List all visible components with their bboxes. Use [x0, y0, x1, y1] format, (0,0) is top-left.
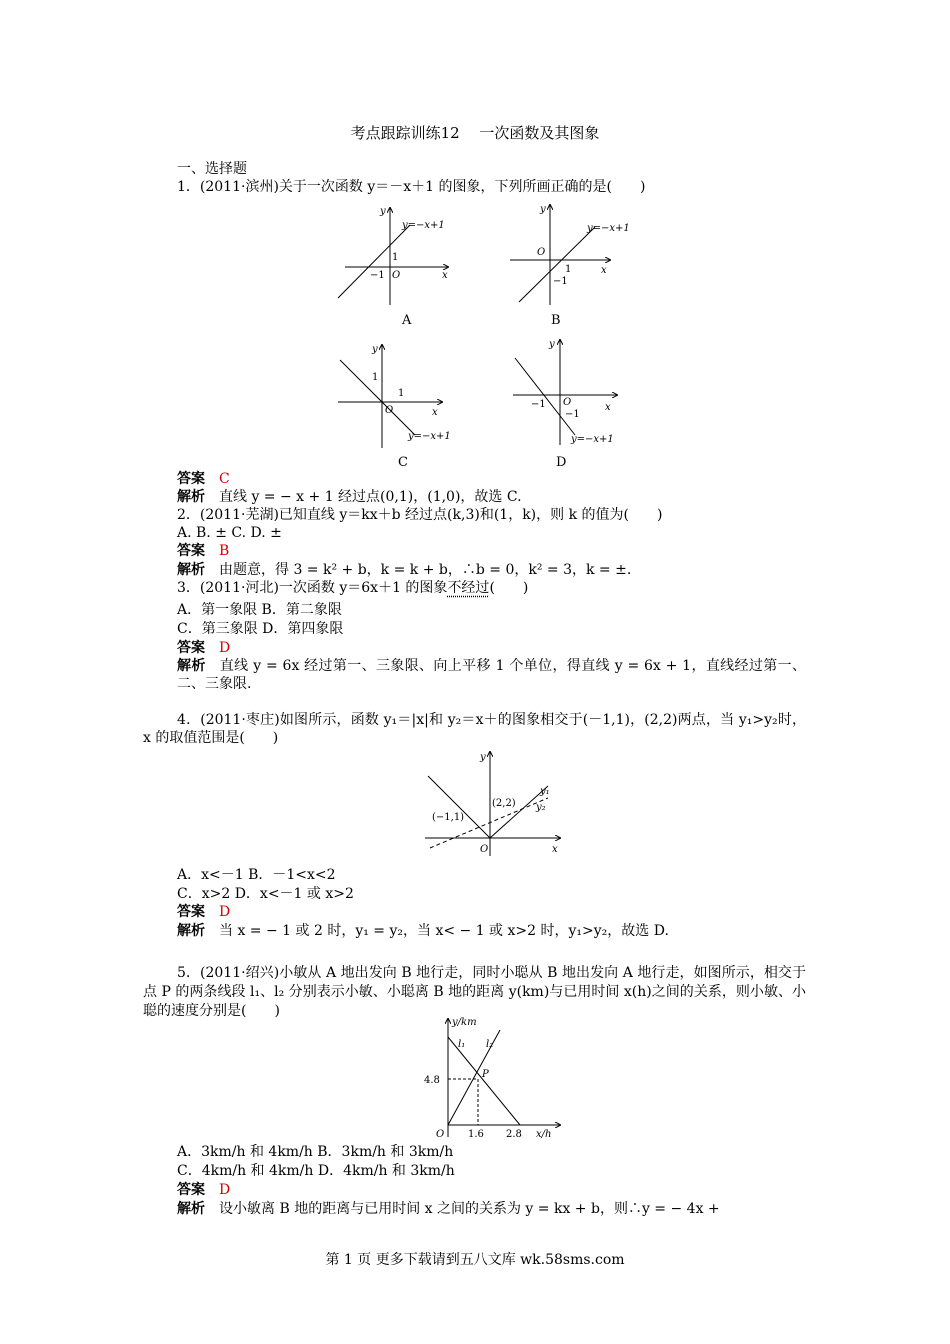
- section-heading: 一、选择题: [177, 161, 247, 177]
- page-title: 考点跟踪训练12 一次函数及其图象: [350, 124, 600, 142]
- graph-label: y=−x+1: [587, 223, 630, 234]
- svg-text:y₁: y₁: [540, 786, 550, 797]
- q4-options-1: A．x<－1 B．－1<x<2: [177, 867, 336, 883]
- graph-label: y=−x+1: [408, 431, 451, 442]
- svg-text:1: 1: [398, 388, 405, 399]
- svg-text:4.8: 4.8: [424, 1075, 440, 1086]
- svg-text:x/h: x/h: [536, 1129, 552, 1140]
- svg-text:1: 1: [392, 252, 399, 263]
- svg-text:y: y: [372, 344, 378, 355]
- q2-analysis: 解析 由题意，得 3 = k² + b，k = k + b，∴b = 0，k² = 3，k = ±.: [177, 562, 632, 578]
- svg-text:O: O: [563, 397, 572, 408]
- svg-text:−1: −1: [531, 399, 546, 410]
- caption-a: A: [402, 313, 412, 328]
- q1-answer: 答案 C: [177, 471, 230, 487]
- q3-stem: 3．(2011·河北)一次函数 y＝6x＋1 的图象不经过( ): [177, 580, 529, 596]
- q4-analysis: 解析 当 x = − 1 或 2 时，y₁ = y₂，当 x< − 1 或 x>2 时，y₁>y₂，故选 D.: [177, 923, 669, 939]
- svg-text:1: 1: [372, 372, 379, 383]
- svg-text:y: y: [480, 752, 486, 763]
- svg-text:O: O: [385, 405, 394, 416]
- svg-text:x: x: [552, 844, 558, 855]
- q1-stem: 1．(2011·滨州)关于一次函数 y＝－x＋1 的图象，下列所画正确的是( ): [177, 179, 646, 195]
- svg-text:x: x: [432, 407, 438, 418]
- svg-text:O: O: [392, 270, 401, 281]
- svg-text:1: 1: [565, 264, 572, 275]
- q4-stem: 4．(2011·枣庄)如图所示，函数 y₁＝|x|和 y₂＝x＋的图象相交于(－1,1)，(2,2)两点，当 y₁>y₂时，x 的取值范围是( ): [143, 712, 806, 746]
- svg-text:l₁: l₁: [458, 1039, 466, 1050]
- q4-answer: 答案 D: [177, 904, 231, 920]
- q1-analysis: 解析 直线 y = − x + 1 经过点(0,1)，(1,0)，故选 C.: [177, 489, 522, 505]
- svg-text:l₂: l₂: [486, 1039, 494, 1050]
- q1-graph-c: [330, 340, 460, 450]
- caption-b: B: [551, 313, 561, 328]
- q3-options-2: C．第三象限 D．第四象限: [177, 621, 344, 637]
- svg-text:2.8: 2.8: [506, 1129, 522, 1140]
- svg-text:y: y: [380, 206, 386, 217]
- svg-text:x: x: [601, 265, 607, 276]
- svg-text:x: x: [442, 270, 448, 281]
- q5-answer: 答案 D: [177, 1182, 231, 1198]
- svg-text:−1: −1: [553, 276, 568, 287]
- page-footer: 第 1 页 更多下载请到五八文库 wk.58sms.com: [325, 1252, 625, 1268]
- q5-graph: [420, 1015, 570, 1145]
- caption-c: C: [398, 455, 408, 470]
- svg-text:1.6: 1.6: [468, 1129, 484, 1140]
- q1-graph-a: [330, 200, 460, 310]
- graph-label: y=−x+1: [571, 434, 614, 445]
- svg-text:y₂: y₂: [536, 802, 546, 813]
- q3-analysis: 解析 直线 y = 6x 经过第一、三象限、向上平移 1 个单位，得直线 y = 6x + 1，直线经过第一、二、三象限.: [177, 658, 806, 692]
- svg-text:y: y: [549, 339, 555, 350]
- svg-text:x: x: [605, 402, 611, 413]
- svg-text:P: P: [482, 1069, 489, 1080]
- q1-graph-b: [505, 200, 635, 310]
- q5-analysis: 解析 设小敏离 B 地的距离与已用时间 x 之间的关系为 y = kx + b，则∴y = − 4x +: [177, 1201, 720, 1217]
- svg-text:O: O: [436, 1129, 445, 1140]
- q5-stem: 5．(2011·绍兴)小敏从 A 地出发向 B 地行走，同时小聪从 B 地出发向 A 地行走，如图所示，相交于点 P 的两条线段 l₁、l₂ 分别表示小敏、小聪离 B 地的距离 y(km)与已用时间 x(h)之间的关系，则小敏、小聪的速度分别是( ): [143, 965, 806, 1019]
- svg-text:y: y: [540, 204, 546, 215]
- q4-options-2: C．x>2 D．x<－1 或 x>2: [177, 886, 354, 902]
- q1-graph-d: [505, 335, 635, 450]
- caption-d: D: [556, 455, 567, 470]
- svg-text:y/km: y/km: [452, 1017, 477, 1028]
- q2-options: A. B. ± C. D. ±: [177, 525, 282, 541]
- q2-stem: 2．(2011·芜湖)已知直线 y＝kx＋b 经过点(k,3)和(1，k)，则 k 的值为( ): [177, 507, 663, 523]
- svg-text:O: O: [480, 844, 489, 855]
- q3-answer: 答案 D: [177, 640, 231, 656]
- svg-text:−1: −1: [370, 270, 385, 281]
- q5-options-1: A．3km/h 和 4km/h B．3km/h 和 3km/h: [177, 1144, 454, 1160]
- svg-text:(2,2): (2,2): [492, 798, 516, 809]
- q4-graph: [420, 748, 570, 860]
- graph-label: y=−x+1: [402, 220, 445, 231]
- q2-answer: 答案 B: [177, 543, 230, 559]
- svg-text:O: O: [537, 247, 546, 258]
- svg-text:−1: −1: [565, 409, 580, 420]
- svg-text:(−1,1): (−1,1): [432, 812, 465, 823]
- q3-options-1: A．第一象限 B．第二象限: [177, 602, 342, 618]
- q5-options-2: C．4km/h 和 4km/h D．4km/h 和 3km/h: [177, 1163, 455, 1179]
